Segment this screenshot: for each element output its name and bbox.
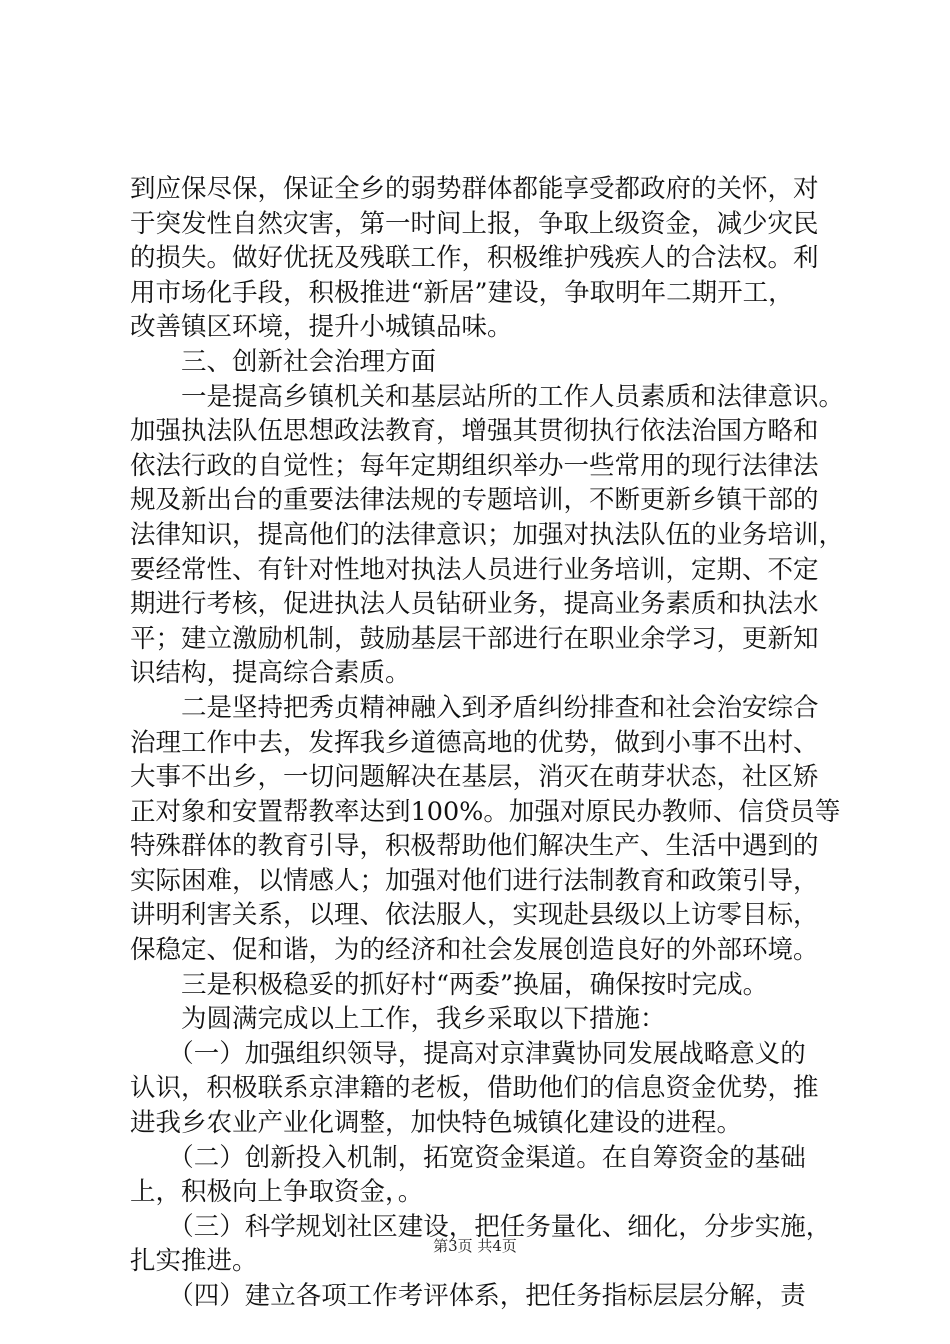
text-line: （二）创新投入机制，拓宽资金渠道。在自筹资金的基础 xyxy=(130,1142,806,1173)
text-line: 认识，积极联系京津籍的老板，借助他们的信息资金优势，推 xyxy=(130,1073,819,1104)
text-line: 规及新出台的重要法律法规的专题培训，不断更新乡镇干部的 xyxy=(130,485,819,516)
text-line: 为圆满完成以上工作，我乡采取以下措施： xyxy=(130,1004,666,1035)
text-line: 进我乡农业产业化调整，加快特色城镇化建设的进程。 xyxy=(130,1108,743,1139)
text-line: 法律知识，提高他们的法律意识；加强对执法队伍的业务培训， xyxy=(130,519,845,550)
text-line: （三）科学规划社区建设，把任务量化、细化，分步实施， xyxy=(130,1211,832,1242)
text-line: 一是提高乡镇机关和基层站所的工作人员素质和法律意识。 xyxy=(130,381,845,412)
text-line: 治理工作中去，发挥我乡道德高地的优势，做到小事不出村、 xyxy=(130,727,819,758)
text-line: 三是积极稳妥的抓好村“两委”换届，确保按时完成。 xyxy=(130,969,769,1000)
text-line: 要经常性、有针对性地对执法人员进行业务培训，定期、不定 xyxy=(130,554,819,585)
text-line: 到应保尽保，保证全乡的弱势群体都能享受都政府的关怀，对 xyxy=(130,174,819,204)
text-line: （四）建立各项工作考评体系，把任务指标层层分解，责 xyxy=(130,1281,806,1311)
text-line: 期进行考核，促进执法人员钻研业务，提高业务素质和执法水 xyxy=(130,589,819,620)
text-line: 上，积极向上争取资金，。 xyxy=(130,1177,424,1208)
page-number-footer: 第3页 共4页 xyxy=(433,1237,517,1255)
text-line: 识结构，提高综合素质。 xyxy=(130,658,411,689)
text-line: 实际困难，以情感人；加强对他们进行法制教育和政策引导， xyxy=(130,865,819,896)
text-line: 大事不出乡，一切问题解决在基层，消灭在萌芽状态，社区矫 xyxy=(130,762,819,793)
text-line: 特殊群体的教育引导，积极帮助他们解决生产、生活中遇到的 xyxy=(130,831,819,862)
text-line: 的损失。做好优抚及残联工作，积极维护残疾人的合法权。利 xyxy=(130,243,819,274)
text-line: （一）加强组织领导，提高对京津冀协同发展战略意义的 xyxy=(130,1038,806,1069)
text-line: 加强执法队伍思想政法教育，增强其贯彻执行依法治国方略和 xyxy=(130,416,819,447)
text-line: 改善镇区环境，提升小城镇品味。 xyxy=(130,312,513,343)
text-line: 二是坚持把秀贞精神融入到矛盾纠纷排查和社会治安综合 xyxy=(130,692,819,723)
text-line: 正对象和安置帮教率达到100%。加强对原民办教师、信贷员等 xyxy=(130,796,841,827)
text-line: 扎实推进。 xyxy=(130,1246,258,1277)
text-line: 讲明利害关系，以理、依法服人，实现赴县级以上访零目标， xyxy=(130,900,819,931)
text-line: 依法行政的自觉性；每年定期组织举办一些常用的现行法律法 xyxy=(130,450,819,481)
text-line: 保稳定、促和谐，为的经济和社会发展创造良好的外部环境。 xyxy=(130,935,819,966)
document-body xyxy=(130,172,850,1314)
text-line: 于突发性自然灾害，第一时间上报，争取上级资金，减少灾民 xyxy=(130,208,819,239)
text-line: 用市场化手段，积极推进“新居”建设，争取明年二期开工， xyxy=(130,277,794,308)
text-line: 平；建立激励机制，鼓励基层干部进行在职业余学习，更新知 xyxy=(130,623,819,654)
section-heading: 三、创新社会治理方面 xyxy=(130,346,437,377)
